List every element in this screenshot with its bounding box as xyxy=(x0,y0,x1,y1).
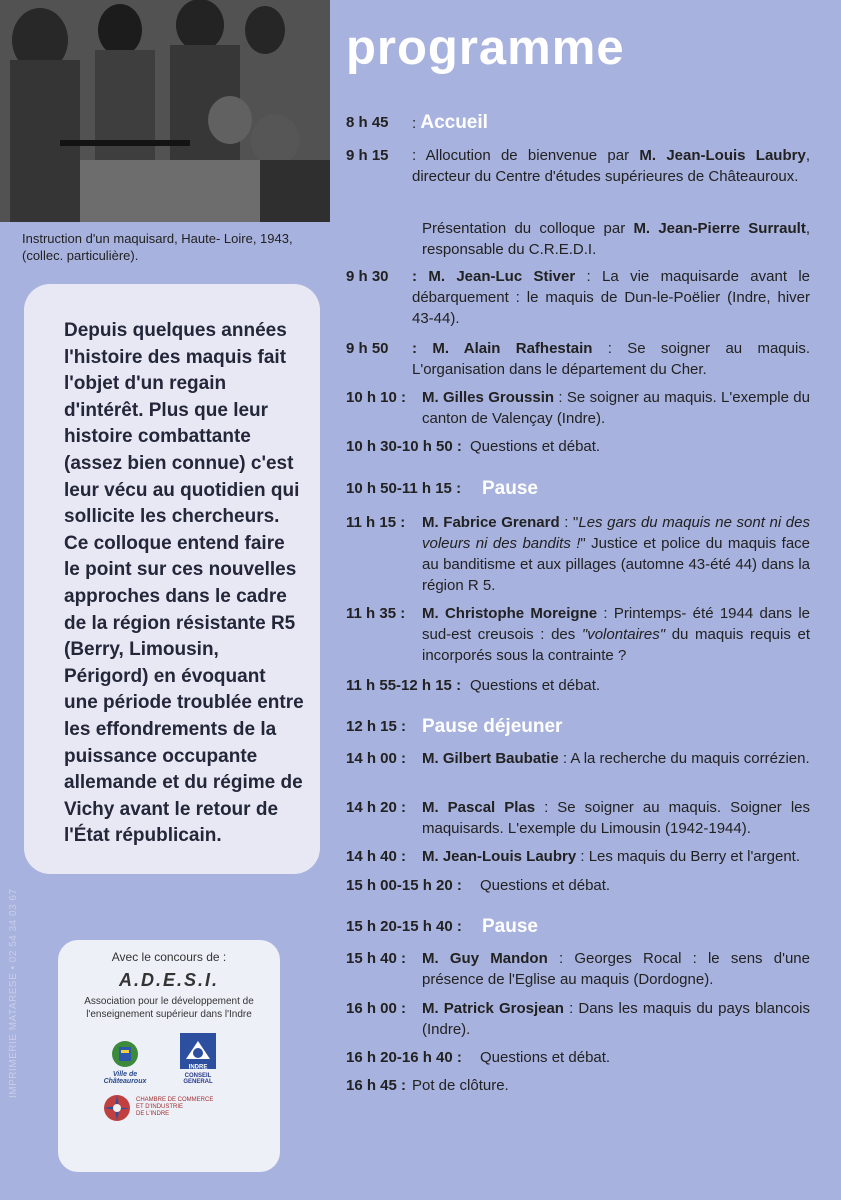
text: Pot de clôture. xyxy=(412,1077,509,1094)
time: 16 h 00 : xyxy=(346,1000,407,1017)
text: Présentation du colloque par xyxy=(422,220,634,237)
speaker: : M. Alain Rafhestain xyxy=(412,340,593,357)
time: 14 h 20 : xyxy=(346,799,407,816)
speaker: M. Patrick Grosjean xyxy=(422,1000,564,1017)
speaker: M. Guy Mandon xyxy=(422,950,548,967)
time: 15 h 00-15 h 20 : xyxy=(346,877,462,894)
indre-logo xyxy=(170,1031,226,1085)
text: Questions et débat. xyxy=(480,1049,611,1066)
speaker: : M. Jean-Luc Stiver xyxy=(412,268,576,285)
time: 14 h 40 : xyxy=(346,848,407,865)
time: 11 h 55-12 h 15 : xyxy=(346,677,462,694)
text: du maquis requis et incorporés sous la contrainte ? xyxy=(422,626,810,664)
speaker: M. Pascal Plas xyxy=(422,799,536,816)
text: : Se soigner au maquis. L'organisation dans le département du Cher. xyxy=(412,340,810,378)
highlight-label: Pause déjeuner xyxy=(422,716,563,737)
sponsors-title: Avec le concours de : xyxy=(111,950,227,964)
text: " Justice et police du maquis face au banditisme et aux pillages (automne 43-été 44) dans la région R 5. xyxy=(422,535,811,594)
text: : Allocution de bienvenue par xyxy=(412,147,640,164)
cci-label-2: ET D'INDUSTRIE xyxy=(136,1104,184,1110)
ville-logo xyxy=(100,1039,150,1085)
ville-crest-icon xyxy=(110,1039,140,1069)
speaker: M. Christophe Moreigne xyxy=(422,605,598,622)
text: Questions et débat. xyxy=(470,677,601,694)
text: : Dans les maquis du pays blancois (Indre). xyxy=(422,1000,810,1038)
intro-paragraph: Depuis quelques années l'histoire des maquis fait l'objet d'un regain d'intérêt. Plus que leur histoire combattante (assez bien connue) c'est leur vécu au quotidien qui sollicite les chercheurs. Ce colloque entend faire le point sur ces nouvelles approches dans le cadre de la région résistante R5 (Berry, Limousin, Périgord) en évoquant une période troublée entre les effondrements de la puissance occupante allemande et du régime de Vichy avant le retour de l'État républicain. xyxy=(64,320,304,847)
photo-caption: Instruction d'un maquisard, Haute- Loire, 1943, (collec. particulière). xyxy=(22,231,293,263)
historical-photo xyxy=(0,0,330,222)
highlight-label: Accueil xyxy=(420,112,488,133)
sponsor-logos xyxy=(58,1021,280,1141)
speaker: M. Jean-Louis Laubry xyxy=(639,147,806,164)
cci-logo xyxy=(102,1093,242,1123)
text: : La vie maquisarde avant le débarquement : le maquis de Dun-le-Poëlier (Indre, hiver 43-44). xyxy=(412,268,811,327)
time: 16 h 20-16 h 40 : xyxy=(346,1049,462,1066)
printer-credit xyxy=(6,870,20,1100)
speaker: M. Gilles Groussin xyxy=(422,389,555,406)
time: 9 h 30 xyxy=(346,268,389,285)
text: : Georges Rocal : le sens d'une présence de l'Eglise au maquis (Dordogne). xyxy=(422,950,810,988)
text: : Printemps- été 1944 dans le sud-est creusois : des xyxy=(422,605,810,643)
time: 16 h 45 : xyxy=(346,1077,407,1094)
quote: "volontaires" xyxy=(581,626,666,643)
text: : Les maquis du Berry et l'argent. xyxy=(576,848,801,865)
speaker: M. Jean-Pierre Surrault xyxy=(633,220,806,237)
sponsor-description: Association pour le développement de l'enseignement supérieur dans l'Indre xyxy=(84,996,254,1020)
time: 10 h 50-11 h 15 : xyxy=(346,480,462,497)
speaker: M. Gilbert Baubatie xyxy=(422,750,559,767)
text: , responsable du C.R.E.D.I. xyxy=(422,220,810,258)
sponsor-name: A.D.E.S.I. xyxy=(118,970,219,990)
text: , directeur du Centre d'études supérieures de Châteauroux. xyxy=(412,147,810,185)
indre-label: CONSEIL GENERAL xyxy=(183,1073,213,1085)
highlight-label: Pause xyxy=(482,478,538,499)
time: 9 h 15 xyxy=(346,147,389,164)
time: 12 h 15 : xyxy=(346,718,407,735)
indre-icon xyxy=(178,1031,218,1071)
intro-text-box xyxy=(24,284,320,874)
time: 10 h 10 : xyxy=(346,389,407,406)
indre-badge-text: INDRE xyxy=(188,1064,208,1071)
text: Questions et débat. xyxy=(480,877,611,894)
text: : Se soigner au maquis. Soigner les maquisards. L'exemple du Limousin (1942-1944). xyxy=(422,799,810,837)
ville-label-2: Châteauroux xyxy=(103,1078,147,1085)
time: 8 h 45 xyxy=(346,114,389,131)
cci-label-3: DE L'INDRE xyxy=(136,1111,170,1117)
time: 11 h 35 : xyxy=(346,605,406,622)
speaker: M. Jean-Louis Laubry xyxy=(422,848,577,865)
time: 10 h 30-10 h 50 : xyxy=(346,438,462,455)
text: : Se soigner au maquis. L'exemple du canton de Valençay (Indre). xyxy=(422,389,810,427)
speaker: M. Fabrice Grenard xyxy=(422,514,560,531)
cci-icon xyxy=(102,1093,132,1123)
colon: : xyxy=(412,115,417,132)
photo-illustration xyxy=(0,0,330,222)
text: : A la recherche du maquis corrézien. xyxy=(558,750,810,767)
time: 9 h 50 xyxy=(346,340,389,357)
time: 11 h 15 : xyxy=(346,514,406,531)
quote: Les gars du maquis ne sont ni des voleurs ni des bandits ! xyxy=(422,514,810,552)
time: 15 h 40 : xyxy=(346,950,407,967)
text: : " xyxy=(559,514,579,531)
highlight-label: Pause xyxy=(482,916,538,937)
printer-text: IMPRIMERIE MATARESE • 02 54 34 03 67 xyxy=(8,888,19,1098)
cci-label-1: CHAMBRE DE COMMERCE xyxy=(136,1097,214,1103)
time: 14 h 00 : xyxy=(346,750,407,767)
sponsors-box xyxy=(58,940,280,1172)
ville-label-1: Ville de xyxy=(112,1071,138,1078)
text: Questions et débat. xyxy=(470,438,601,455)
time: 15 h 20-15 h 40 : xyxy=(346,918,462,935)
programme-title: programme xyxy=(346,21,625,75)
